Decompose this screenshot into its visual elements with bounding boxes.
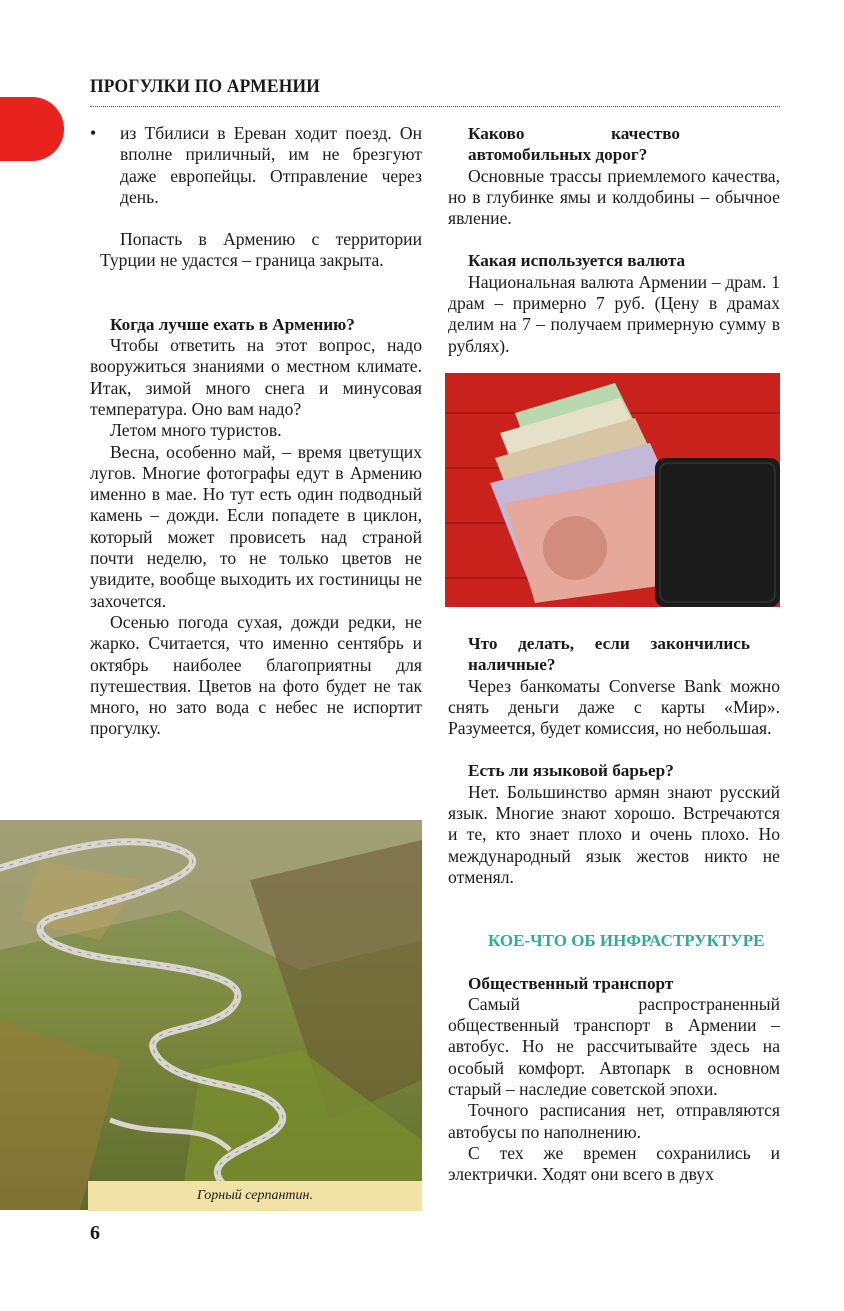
left-column [90,123,422,740]
cash-text: Через банкоматы Converse Bank можно снять деньги даже с карты «Мир». Разумеется, будет комиссия, но небольшая. [448,675,780,739]
language-text: Нет. Большинство армян знают русский язык. Многие знают хорошо. Встречаются и те, кто знает плохо и очень плохо. Но международный язык жестов никто не отменял. [448,781,780,887]
running-header: ПРОГУЛКИ ПО АРМЕНИИ [90,76,321,97]
transport-paragraph-2: Точного расписания нет, отправляются автобусы по наполнению. [448,1100,780,1142]
right-column-bottom [448,633,780,1186]
photo-caption: Горный серпантин. [88,1181,422,1211]
roads-text: Основные трассы приемлемого качества, но в глубинке ямы и колдобины – обычное явление. [448,165,780,229]
language-heading: Есть ли языковой барьер? [468,761,674,781]
cash-heading: Что делать, если закончились наличные? [468,634,750,675]
turkey-note: Попасть в Армению с территории Турции не удастся – граница закрыта. [100,229,422,271]
chapter-tab-marker [0,97,64,161]
when-heading: Когда лучше ехать в Армению? [110,314,355,334]
infrastructure-heading: КОЕ-ЧТО ОБ ИНФРАСТРУКТУРЕ [488,931,765,951]
right-column-top [448,123,780,357]
page-number: 6 [90,1222,100,1244]
bullet-item [90,123,422,208]
when-paragraph-1: Чтобы ответить на этот вопрос, надо вооружиться знаниями о местном климате. Итак, зимой много снега и минусовая температура. Оно вам надо? [90,335,422,419]
bullet-marker: • [90,123,97,143]
roads-heading: Каково качество автомобильных дорог? [468,124,680,165]
transport-paragraph-1: Самый распространенный общественный транспорт в Армении – автобус. Но не рассчитывайте здесь на особый комфорт. Автопарк в основном старый – наследие советской эпохи. [448,993,780,1100]
mountain-road-photo [0,820,422,1210]
armenian-money-photo [445,373,780,607]
transport-heading: Общественный транспорт [468,973,674,993]
when-paragraph-4: Осенью погода сухая, дожди редки, не жарко. Считается, что именно сентябрь и октябрь наиболее благоприятны для путешествия. Цветов на фото будет не так много, но зато вода с небес не испортит прогулку. [90,611,422,739]
bullet-text: из Тбилиси в Ереван ходит поезд. Он вполне приличный, им не брезгуют даже европейцы. Отправление через день. [120,123,422,207]
when-paragraph-2: Летом много туристов. [110,420,282,441]
transport-paragraph-3: С тех же времен сохранились и электрички. Ходят они всего в двух [448,1142,780,1185]
when-paragraph-3: Весна, особенно май, – время цветущих лугов. Многие фотографы едут в Армению именно в мае. Но тут есть один подводный камень – дожди. Если попадете в циклон, который может провисеть над страной почти неделю, то не только цветов не увидите, вообще выходить их гостиницы не захочется. [90,441,422,611]
currency-text: Национальная валюта Армении – драм. 1 драм – примерно 7 руб. (Цену в драмах делим на 7 – получаем примерную сумму в рублях). [448,271,780,356]
header-rule [90,106,780,107]
currency-heading: Какая используется валюта [468,251,686,271]
